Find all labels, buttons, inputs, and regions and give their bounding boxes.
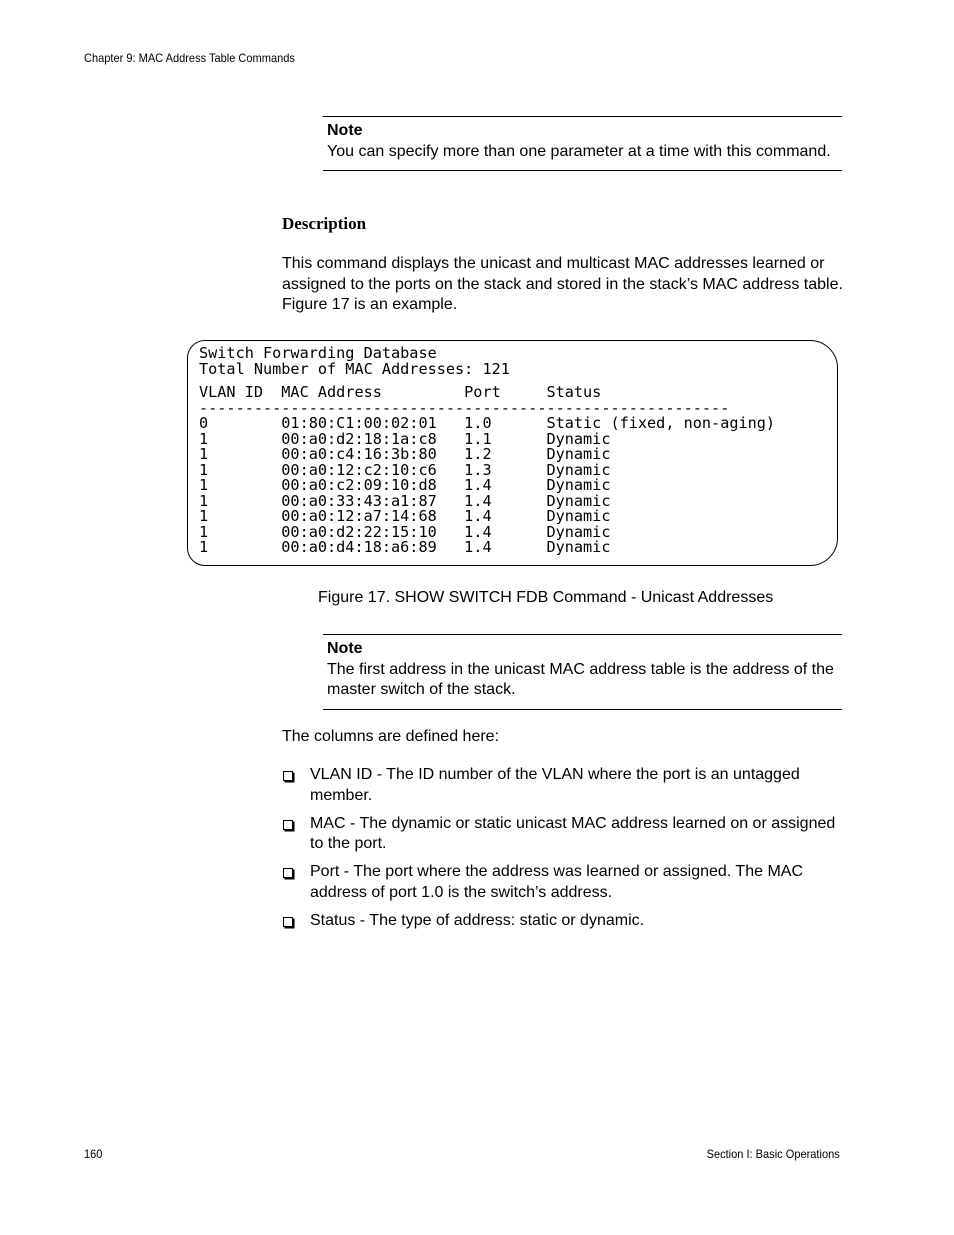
- columns-intro: The columns are defined here:: [282, 728, 500, 745]
- code-row: 1 00:a0:c4:16:3b:80 1.2 Dynamic: [199, 445, 611, 463]
- figure-caption: Figure 17. SHOW SWITCH FDB Command - Unicast Addresses: [318, 589, 774, 606]
- code-total-line: Total Number of MAC Addresses: 121: [199, 359, 510, 378]
- list-item-text: Port - The port where the address was learned or assigned. The MAC address of port 1.0 is the switch’s address.: [310, 863, 803, 901]
- checkbox-bullet-icon: [283, 771, 293, 781]
- list-item: [282, 765, 847, 806]
- note-label: Note: [327, 122, 363, 139]
- checkbox-bullet-icon: [283, 868, 293, 878]
- checkbox-bullet-icon: [283, 917, 293, 927]
- code-title-line: Switch Forwarding Database: [199, 344, 437, 362]
- list-item-text: VLAN ID - The ID number of the VLAN where the port is an untagged member.: [310, 766, 800, 804]
- code-row: 0 01:80:C1:00:02:01 1.0 Static (fixed, non-aging): [199, 414, 776, 432]
- note-label: Note: [327, 640, 363, 657]
- section-footer: Section I: Basic Operations: [706, 1147, 840, 1161]
- chapter-header: Chapter 9: MAC Address Table Commands: [84, 51, 295, 65]
- page-number: 160: [84, 1147, 103, 1161]
- code-row: 1 00:a0:33:43:a1:87 1.4 Dynamic: [199, 491, 611, 510]
- list-item: [282, 814, 847, 855]
- list-item: [282, 862, 847, 903]
- note-box-1: [323, 116, 842, 171]
- code-separator: ----------------------------------------------------------: [199, 398, 730, 417]
- note-text: The first address in the unicast MAC address table is the address of the master switch of the stack.: [327, 660, 834, 698]
- code-column-header: VLAN ID MAC Address Port Status: [199, 383, 602, 401]
- description-heading: Description: [282, 214, 367, 233]
- code-row: 1 00:a0:12:a7:14:68 1.4 Dynamic: [199, 507, 611, 525]
- note-text: You can specify more than one parameter at a time with this command.: [327, 142, 831, 160]
- code-row: 1 00:a0:c2:09:10:d8 1.4 Dynamic: [199, 476, 611, 494]
- list-item-text: Status - The type of address: static or dynamic.: [310, 911, 645, 929]
- code-row: 1 00:a0:12:c2:10:c6 1.3 Dynamic: [199, 460, 611, 479]
- description-paragraph: This command displays the unicast and multicast MAC addresses learned or assigned to the ports on the stack and stored in the stack’s MAC address table. Figure 17 is an example.: [282, 255, 843, 313]
- code-row: 1 00:a0:d2:18:1a:c8 1.1 Dynamic: [199, 429, 611, 448]
- list-item: [282, 911, 847, 932]
- note-box-2: [323, 634, 842, 710]
- column-definitions-list: [282, 765, 847, 939]
- code-row: 1 00:a0:d2:22:15:10 1.4 Dynamic: [199, 522, 611, 541]
- checkbox-bullet-icon: [283, 820, 293, 830]
- code-row: 1 00:a0:d4:18:a6:89 1.4 Dynamic: [199, 538, 611, 556]
- list-item-text: MAC - The dynamic or static unicast MAC address learned on or assigned to the port.: [310, 814, 836, 852]
